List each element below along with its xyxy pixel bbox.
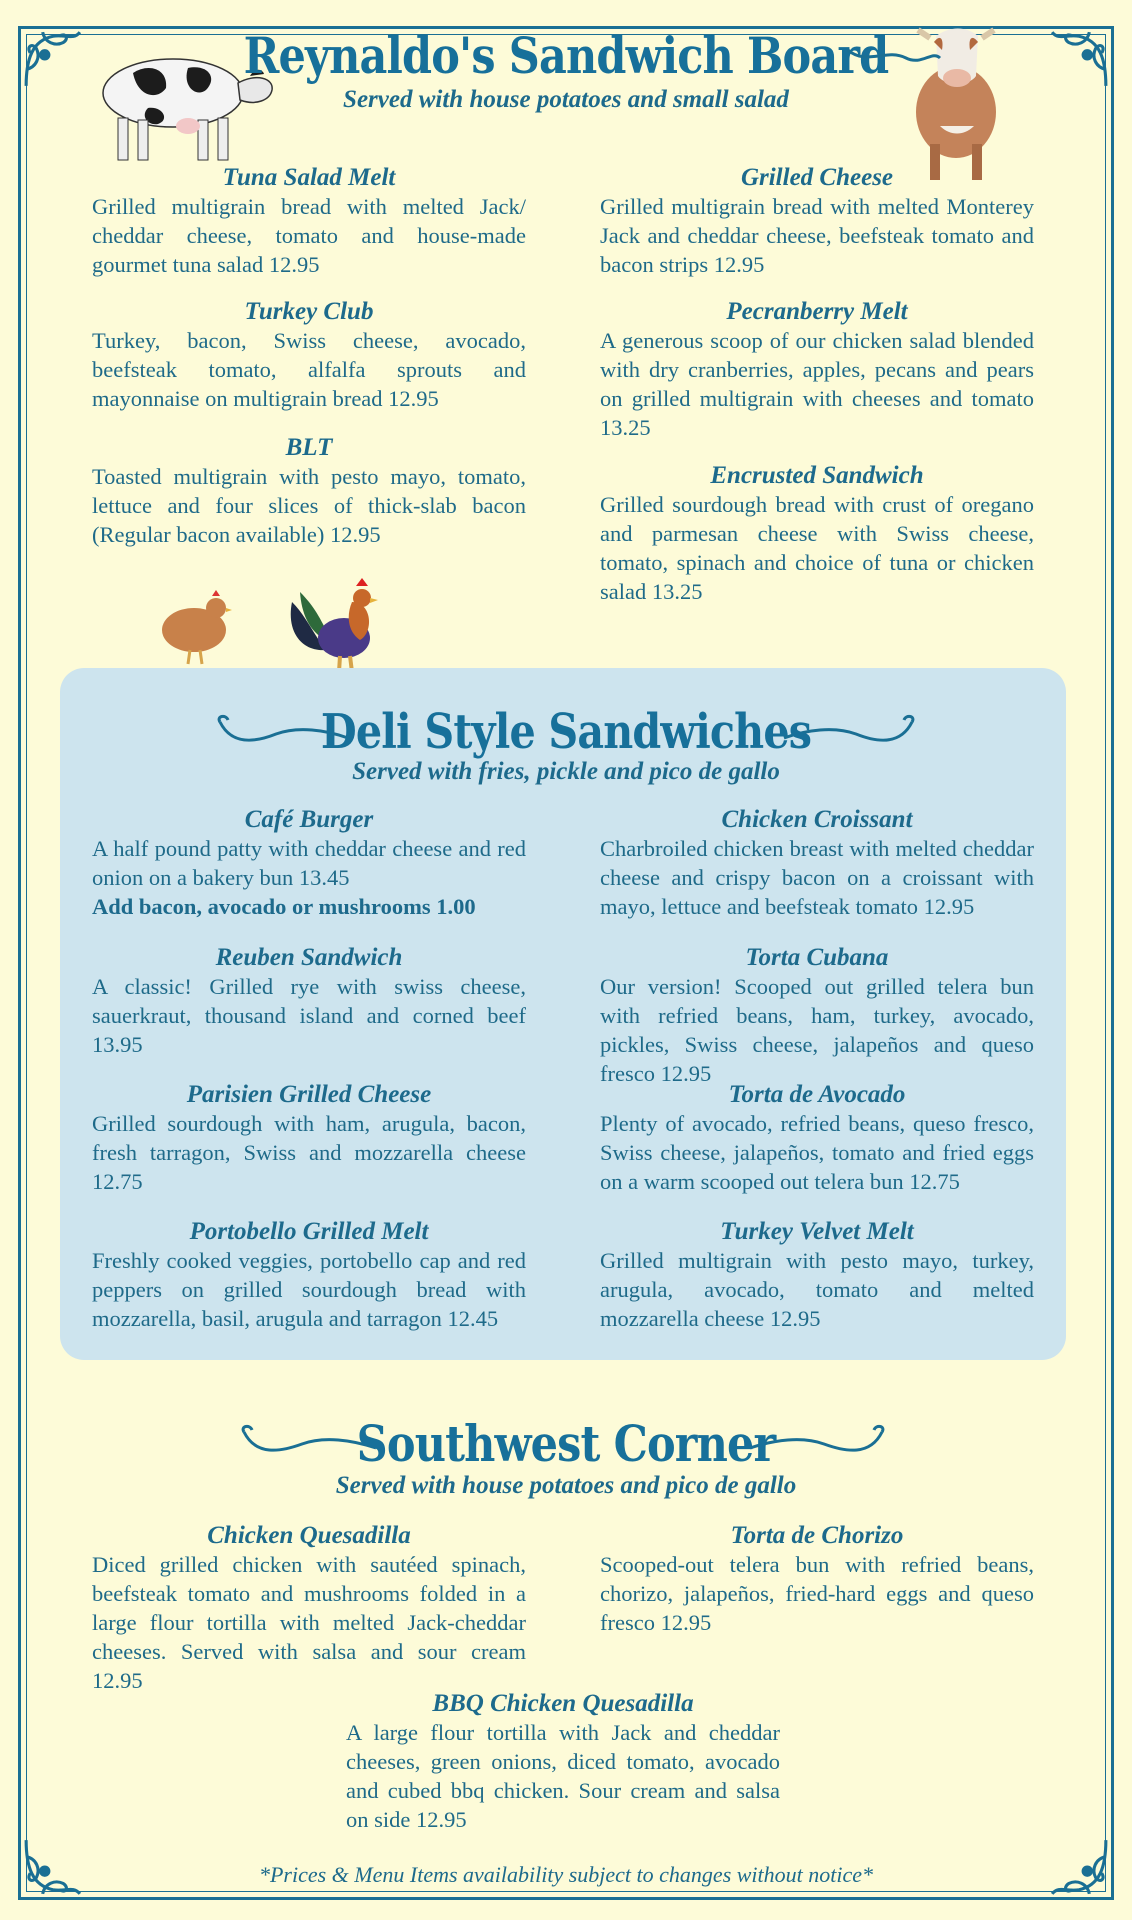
menu-item-name: Turkey Club	[244, 298, 374, 325]
footnote: *Prices & Menu Items availability subject to changes without notice*	[258, 1862, 874, 1887]
menu-item-description: Plenty of avocado, refried beans, queso fresco, Swiss cheese, jalapeños, tomato and fried eggs on a warm scooped out telera bun 12.75	[600, 1111, 1034, 1194]
menu-item	[600, 1522, 1034, 1637]
section-title: Deli Style Sandwiches	[320, 704, 812, 760]
menu-item-name: Grilled Cheese	[740, 164, 894, 191]
section-subtitle: Served with house potatoes and pico de gallo	[335, 1472, 797, 1499]
hen-icon	[150, 586, 236, 666]
menu-item-name: Torta Cubana	[745, 944, 889, 971]
section-subtitle: Served with fries, pickle and pico de gallo	[352, 758, 780, 785]
menu-item-description: Charbroiled chicken breast with melted cheddar cheese and crispy bacon on a croissant with mayo, lettuce and beefsteak tomato 12.95	[600, 836, 1034, 919]
menu-item-name: Tuna Salad Melt	[222, 164, 396, 191]
menu-item-name: Torta de Chorizo	[730, 1522, 904, 1549]
menu-item	[92, 1081, 526, 1196]
menu-item	[92, 434, 526, 549]
menu-item-name: Turkey Velvet Melt	[720, 1218, 914, 1245]
menu-item-description: Grilled sourdough with ham, arugula, bacon, fresh tarragon, Swiss and mozzarella cheese 12.75	[92, 1111, 526, 1194]
menu-item	[600, 462, 1034, 606]
menu-item-name: Chicken Croissant	[721, 806, 913, 833]
section-title: Southwest Corner	[356, 1414, 776, 1473]
menu-item-description: A generous scoop of our chicken salad blended with dry cranberries, apples, pecans and pears on grilled multigrain with cheeses and tomato 13.25	[600, 328, 1034, 440]
menu-item	[346, 1690, 780, 1834]
menu-item-addon: Add bacon, avocado or mushrooms 1.00	[92, 894, 476, 919]
menu-item-name: Portobello Grilled Melt	[189, 1218, 429, 1245]
menu-item-name: Chicken Quesadilla	[207, 1522, 411, 1549]
menu-item	[600, 806, 1034, 921]
menu-item	[92, 1522, 526, 1695]
menu-item-name: Pecranberry Melt	[726, 298, 908, 325]
menu-item-name: Reuben Sandwich	[215, 944, 403, 971]
menu-item-name: Parisien Grilled Cheese	[186, 1081, 432, 1108]
menu-item-description: A classic! Grilled rye with swiss cheese, sauerkraut, thousand island and corned beef 13.95	[92, 974, 526, 1057]
menu-item-description: A half pound patty with cheddar cheese and red onion on a bakery bun 13.45	[92, 836, 526, 890]
menu-item-description: Grilled multigrain bread with melted Monterey Jack and cheddar cheese, beefsteak tomato and bacon strips 12.95	[600, 194, 1034, 277]
corner-ornament-icon	[22, 28, 84, 90]
menu-item-description: Grilled multigrain bread with melted Jack/ cheddar cheese, tomato and house-made gourmet tuna salad 12.95	[92, 194, 526, 277]
menu-item-name: Café Burger	[244, 806, 374, 833]
menu-item	[600, 944, 1034, 1088]
menu-item-description: Toasted multigrain with pesto mayo, tomato, lettuce and four slices of thick-slab bacon (Regular bacon available) 12.95	[92, 464, 526, 547]
menu-item	[92, 806, 526, 921]
menu-item-name: BBQ Chicken Quesadilla	[432, 1690, 694, 1717]
page-subtitle: Served with house potatoes and small salad	[343, 86, 789, 113]
menu-item	[92, 944, 526, 1059]
menu-item-name: BLT	[285, 434, 333, 461]
menu-item-description: Grilled sourdough bread with crust of oregano and parmesan cheese with Swiss cheese, tomato, spinach and choice of tuna or chicken salad 13.25	[600, 492, 1034, 604]
menu-item	[600, 298, 1034, 442]
menu-item-description: Our version! Scooped out grilled telera bun with refried beans, ham, turkey, avocado, pickles, Swiss cheese, jalapeños and queso fresco 12.95	[600, 974, 1034, 1086]
menu-item-description: Diced grilled chicken with sautéed spinach, beefsteak tomato and mushrooms folded in a large flour tortilla with melted Jack-cheddar cheeses. Served with salsa and sour cream 12.95	[92, 1552, 526, 1693]
menu-item	[92, 298, 526, 413]
corner-ornament-icon	[1048, 28, 1110, 90]
menu-item	[600, 1218, 1034, 1333]
page-title: Reynaldo's Sandwich Board	[243, 26, 889, 85]
scroll-ornament-icon	[846, 44, 942, 72]
menu-item	[92, 164, 526, 279]
menu-item-description: Scooped-out telera bun with refried beans, chorizo, jalapeños, fried-hard eggs and queso fresco 12.95	[600, 1552, 1034, 1635]
menu-item-description: Grilled multigrain with pesto mayo, turkey, arugula, avocado, tomato and melted mozzarella cheese 12.95	[600, 1248, 1034, 1331]
menu-item	[600, 1081, 1034, 1196]
menu-item-description: Freshly cooked veggies, portobello cap and red peppers on grilled sourdough bread with mozzarella, basil, arugula and tarragon 12.45	[92, 1248, 526, 1331]
menu-item	[600, 164, 1034, 279]
menu-item-name: Torta de Avocado	[728, 1081, 906, 1108]
menu-item-name: Encrusted Sandwich	[710, 462, 924, 489]
menu-item-description: Turkey, bacon, Swiss cheese, avocado, beefsteak tomato, alfalfa sprouts and mayonnaise on multigrain bread 12.95	[92, 328, 526, 411]
menu-item-description: A large flour tortilla with Jack and cheddar cheeses, green onions, diced tomato, avocado and cubed bbq chicken. Sour cream and salsa on side 12.95	[346, 1720, 780, 1832]
menu-item	[92, 1218, 526, 1333]
